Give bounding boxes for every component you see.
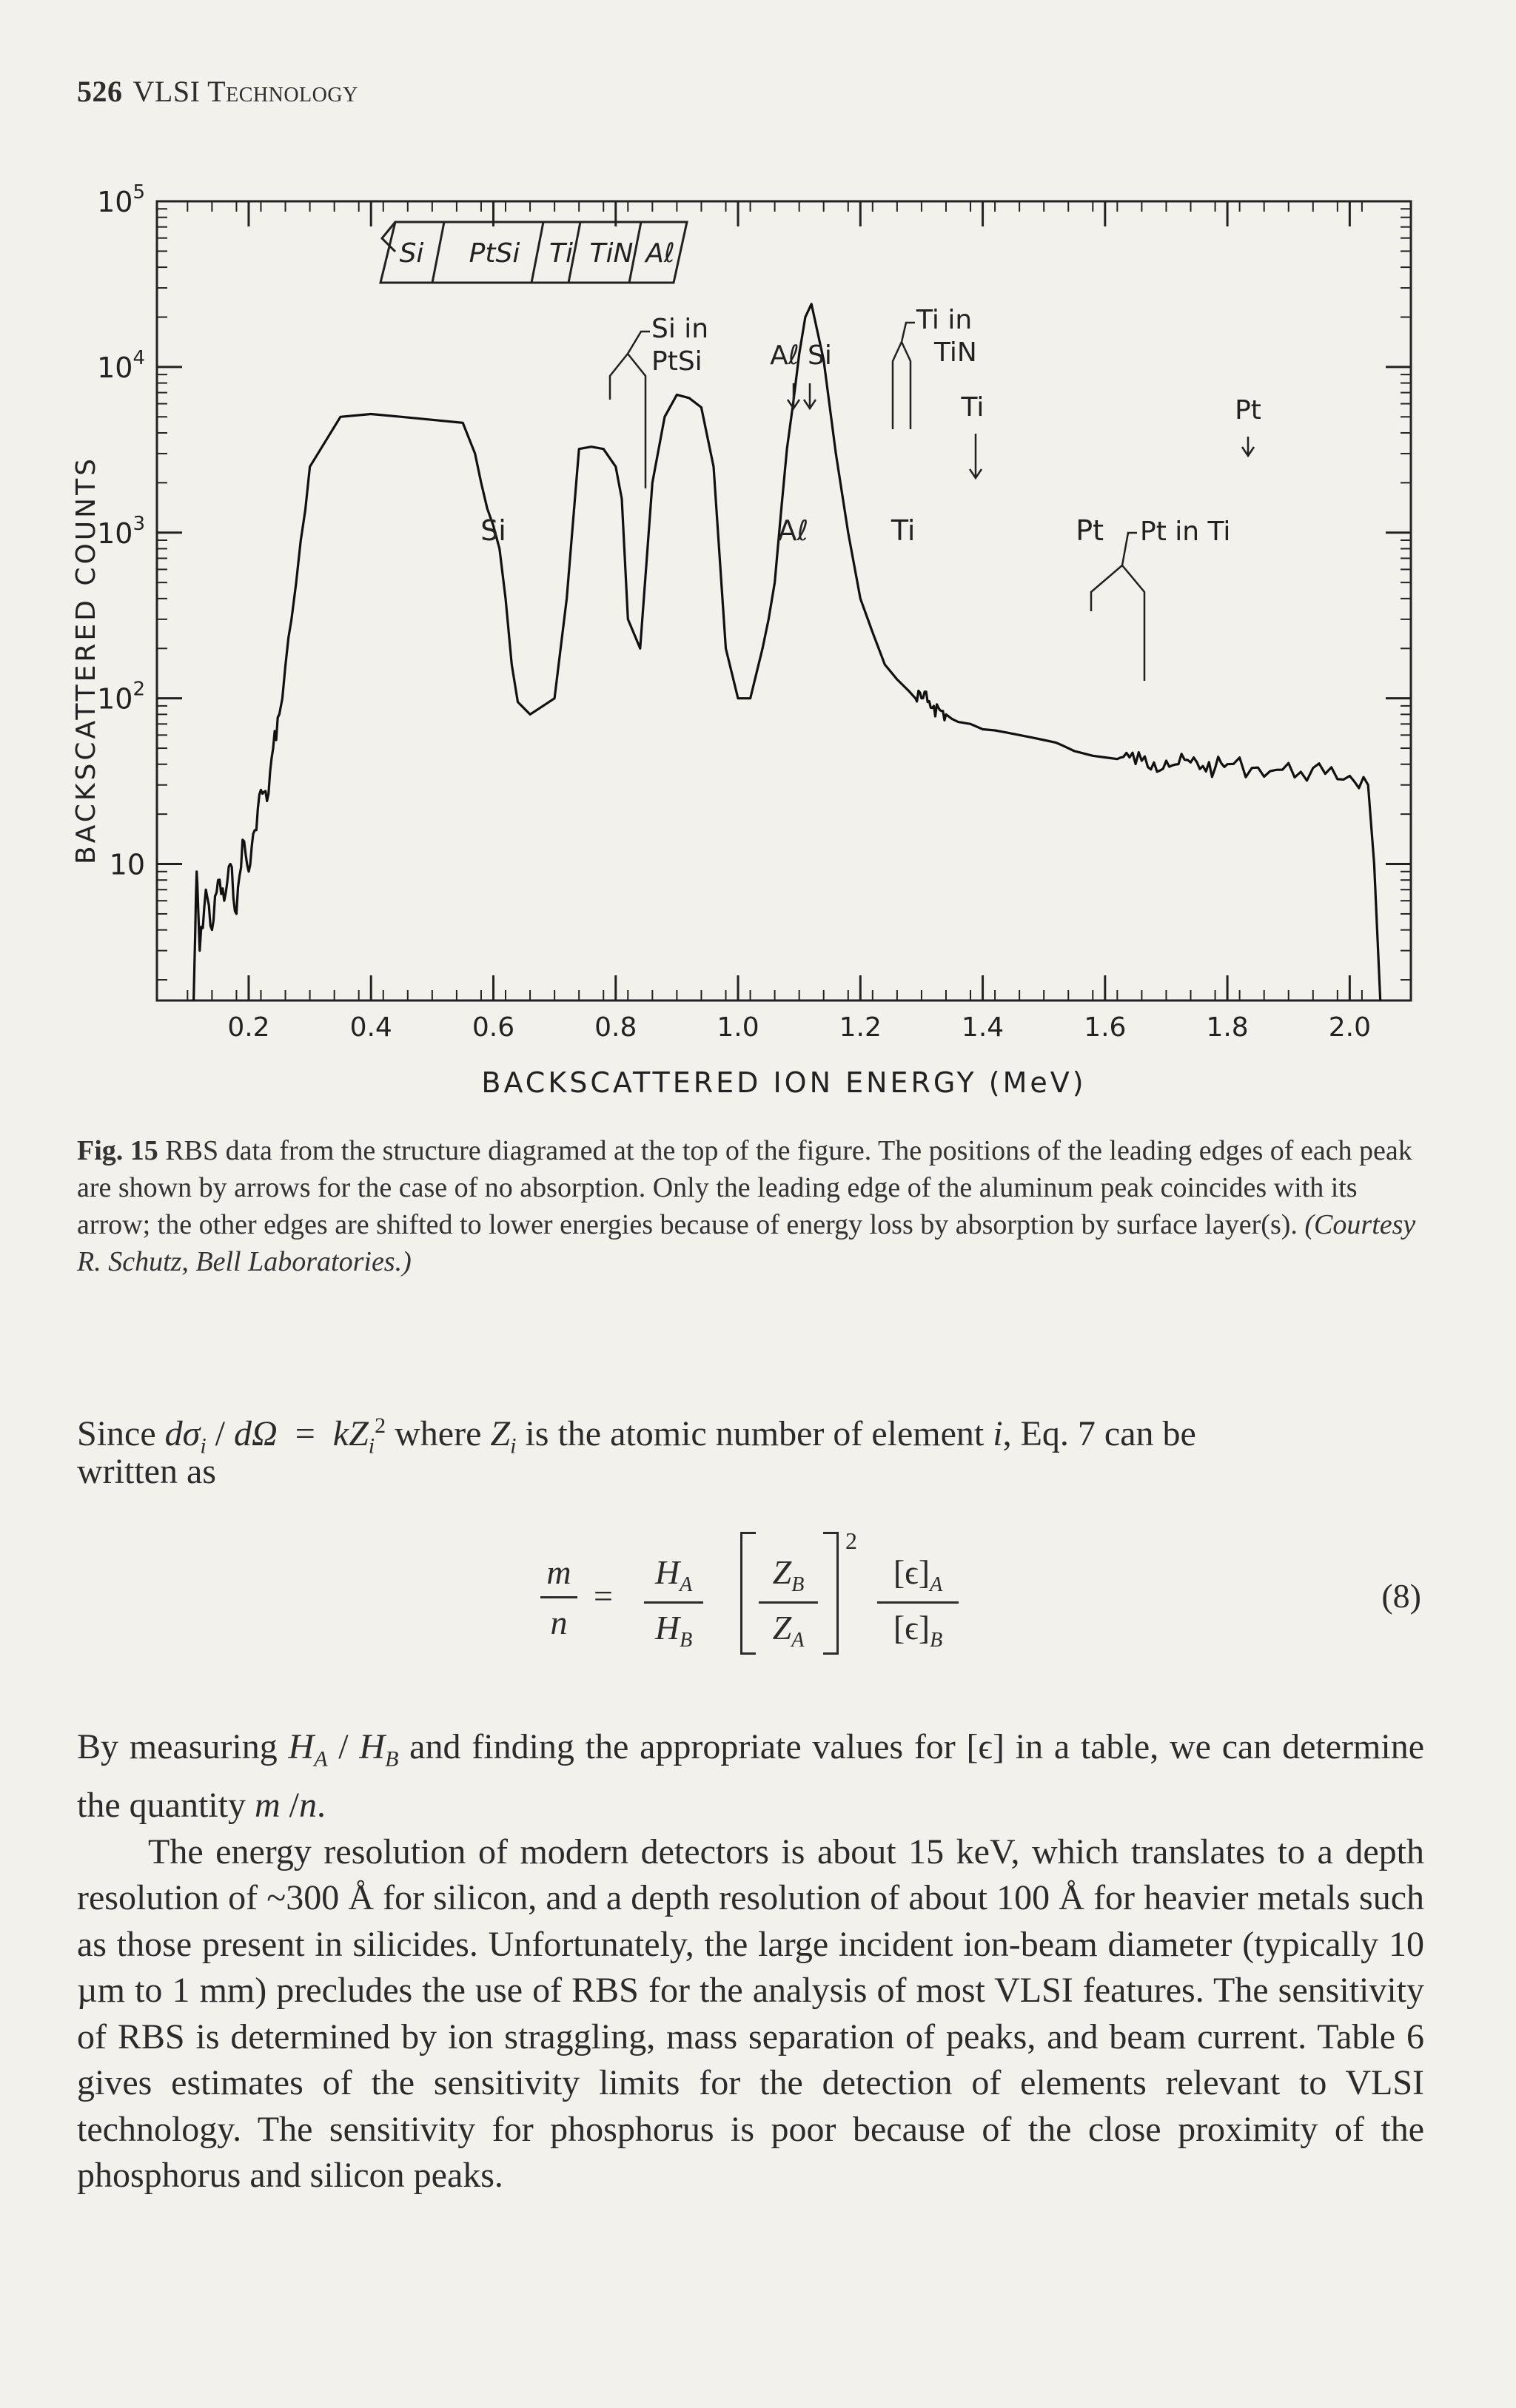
x-tick-label: 2.0: [1328, 1012, 1371, 1043]
caption-text: RBS data from the structure diagramed at the top of the figure. The positions of the leading edges of each peak are shown by arrows for the case of no absorption. Only the leading edge of the aluminum peak coincides with its arrow; the other edges are shifted to lower energies because of energy loss by absorption by surface layer(s).: [77, 1135, 1412, 1240]
layer-label: Ti: [549, 238, 573, 269]
figure-caption: [77, 1132, 1424, 1280]
eq-eb-sub: B: [930, 1629, 943, 1652]
peak-label: Ti: [891, 514, 916, 548]
layer-stack-diagram: [380, 222, 687, 283]
tick-marks: [157, 201, 1411, 1000]
eq-ha: H: [654, 1553, 680, 1591]
eq-bracket-right: [823, 1532, 839, 1655]
eq-hb-sub: B: [680, 1629, 693, 1652]
axes: [157, 201, 1411, 1000]
p1-a: By measuring: [77, 1727, 289, 1766]
eq-ea-sub: A: [930, 1573, 943, 1597]
rbs-chart: [0, 0, 1516, 1140]
x-tick-label: 1.6: [1084, 1012, 1127, 1043]
figure-label: Fig. 15: [77, 1135, 158, 1166]
peak-label: Si: [480, 514, 506, 548]
paragraph-2: The energy resolution of modern detectors is about 15 keV, which translates to a depth resolution of ~300 Å for silicon, and a depth resolution of about 100 Å for heavier metals such as those present in silicides. Unfortunately, the large incident ion-beam diameter (typically 10 µm to 1 mm) precludes the use of RBS for the analysis of most VLSI features. The sensitivity of RBS is determined by ion straggling, mass separation of peaks, and beam current. Table 6 gives estimates of the sensitivity limits for the detection of elements relevant to VLSI technology. The sensitivity for phosphorus is poor because of the close proximity of the phosphorus and silicon peaks.: [77, 1832, 1424, 2196]
eq-m: m: [546, 1553, 571, 1591]
layer-divider: [432, 222, 444, 283]
annotation-si-in-ptsi-line2: PtSi: [651, 346, 702, 377]
intro-line-2: written as: [77, 1452, 216, 1491]
intro-kz-sup: 2: [375, 1413, 386, 1438]
y-tick-label: $10^4$: [97, 346, 145, 384]
intro-element-i: i: [993, 1414, 1003, 1453]
intro-equals: =: [277, 1414, 333, 1453]
y-tick-label: 10: [109, 848, 145, 881]
eq-eps-ratio: [877, 1553, 959, 1652]
eq-h-ratio: [644, 1553, 703, 1652]
p1-slash2: /: [280, 1786, 299, 1826]
x-tick-label: 0.6: [472, 1012, 515, 1043]
y-tick-label: $10^2$: [97, 678, 145, 716]
layer-label: Si: [399, 238, 424, 269]
eq-hb: H: [654, 1609, 680, 1647]
eq-ha-sub: A: [680, 1573, 693, 1597]
p1-ha-sub: A: [314, 1746, 328, 1772]
eq-eb: [ϵ]: [893, 1609, 930, 1647]
x-axis-label: BACKSCATTERED ION ENERGY (MeV): [481, 1066, 1087, 1099]
equation-number: (8): [1381, 1577, 1421, 1615]
annotation-ti-in-tin-bracket: [893, 323, 915, 429]
x-tick-label: 1.4: [961, 1012, 1004, 1043]
annotation-al-si: Aℓ Si: [770, 340, 832, 371]
x-tick-label: 0.4: [349, 1012, 392, 1043]
eq-bar: [540, 1596, 577, 1598]
rbs-spectrum-line: [194, 304, 1381, 1000]
paragraph-1: [77, 1724, 1424, 1829]
annotation-pt: Pt: [1235, 395, 1261, 426]
annotation-pt-in-ti-bracket: [1091, 533, 1144, 681]
intro-tail: , Eq. 7 can be: [1002, 1414, 1196, 1453]
annotations: [610, 305, 1261, 681]
eq-bar: [877, 1601, 959, 1604]
eq-n: n: [550, 1604, 568, 1641]
eq-equals: =: [594, 1577, 613, 1615]
page-number: 526: [77, 75, 123, 108]
intro-kz: kZ: [332, 1414, 369, 1453]
eq-bar: [759, 1601, 818, 1604]
running-title: VLSI Technology: [133, 75, 358, 108]
p1-period: .: [316, 1786, 326, 1826]
x-tick-label: 1.8: [1206, 1012, 1249, 1043]
layer-label: PtSi: [469, 238, 520, 269]
eq-bar: [644, 1601, 703, 1604]
intro-dsigma: dσ: [164, 1414, 201, 1453]
eq-z-ratio: [759, 1553, 818, 1652]
eq-zb: Z: [772, 1553, 792, 1591]
p1-m: m: [254, 1786, 281, 1826]
eq-za: Z: [772, 1609, 792, 1647]
intro-text: Since: [77, 1414, 165, 1453]
caption-courtesy: (Courtesy R. Schutz, Bell Laboratories.): [77, 1209, 1416, 1277]
intro-where: where: [386, 1414, 491, 1453]
annotation-ti-in-tin-line1: Ti in: [916, 305, 973, 335]
intro-slash: /: [206, 1414, 234, 1453]
annotation-pt-arrow: [1242, 437, 1254, 456]
annotation-ti-in-tin-line2: TiN: [934, 337, 977, 368]
equation-8: [518, 1527, 1421, 1665]
peak-label: Aℓ: [777, 514, 809, 548]
eq-ea: [ϵ]: [893, 1553, 930, 1591]
x-tick-label: 0.8: [594, 1012, 637, 1043]
x-tick-label: 1.2: [839, 1012, 882, 1043]
intro-sub-i: i: [200, 1433, 207, 1459]
y-axis-label: BACKSCATTERED COUNTS: [71, 456, 101, 864]
p1-n: n: [298, 1786, 317, 1826]
x-tick-label: 0.2: [227, 1012, 270, 1043]
annotation-al-arrow: [788, 383, 799, 408]
intro-mid: is the atomic number of element: [516, 1414, 993, 1453]
intro-domega: dΩ: [234, 1414, 278, 1453]
series: [194, 304, 1381, 1000]
eq-za-sub: A: [791, 1629, 805, 1652]
annotation-si-arrow: [804, 383, 816, 408]
layer-label: TiN: [589, 238, 634, 269]
eq-zb-sub: B: [791, 1573, 805, 1597]
x-tick-label: 1.0: [717, 1012, 759, 1043]
eq-m-over-n: [540, 1553, 577, 1642]
body-text: [77, 1724, 1424, 2199]
p1-g: and finding the appropriate values for [ϵ] in a table, we can determine the quantity: [77, 1727, 1424, 1826]
p1-slash: /: [327, 1727, 360, 1766]
layer-divider: [531, 222, 543, 283]
y-tick-label: $10^3$: [97, 512, 145, 550]
y-tick-label: $10^5$: [97, 181, 145, 218]
plot-frame: [157, 201, 1411, 1000]
intro-z-sub: i: [510, 1433, 517, 1459]
annotation-si-in-ptsi-line1: Si in: [651, 314, 709, 344]
annotation-si-pointer: [628, 332, 650, 354]
rbs-chart-svg: [0, 0, 1516, 1140]
tick-labels: [71, 181, 1371, 1099]
layer-label: Aℓ: [645, 238, 675, 269]
p1-hb: H: [359, 1727, 386, 1766]
eq-power: 2: [845, 1527, 857, 1554]
intro-kz-sub: i: [368, 1433, 375, 1459]
intro-z: Z: [490, 1414, 511, 1453]
annotation-ti: Ti: [961, 392, 985, 423]
eq-bracket-left: [740, 1532, 756, 1655]
peak-label: Pt: [1076, 514, 1104, 548]
p1-hb-sub: B: [385, 1746, 399, 1772]
annotation-ti-arrow: [970, 434, 982, 478]
p1-ha: H: [288, 1727, 315, 1766]
annotation-pt-in-ti: Pt in Ti: [1140, 517, 1231, 547]
